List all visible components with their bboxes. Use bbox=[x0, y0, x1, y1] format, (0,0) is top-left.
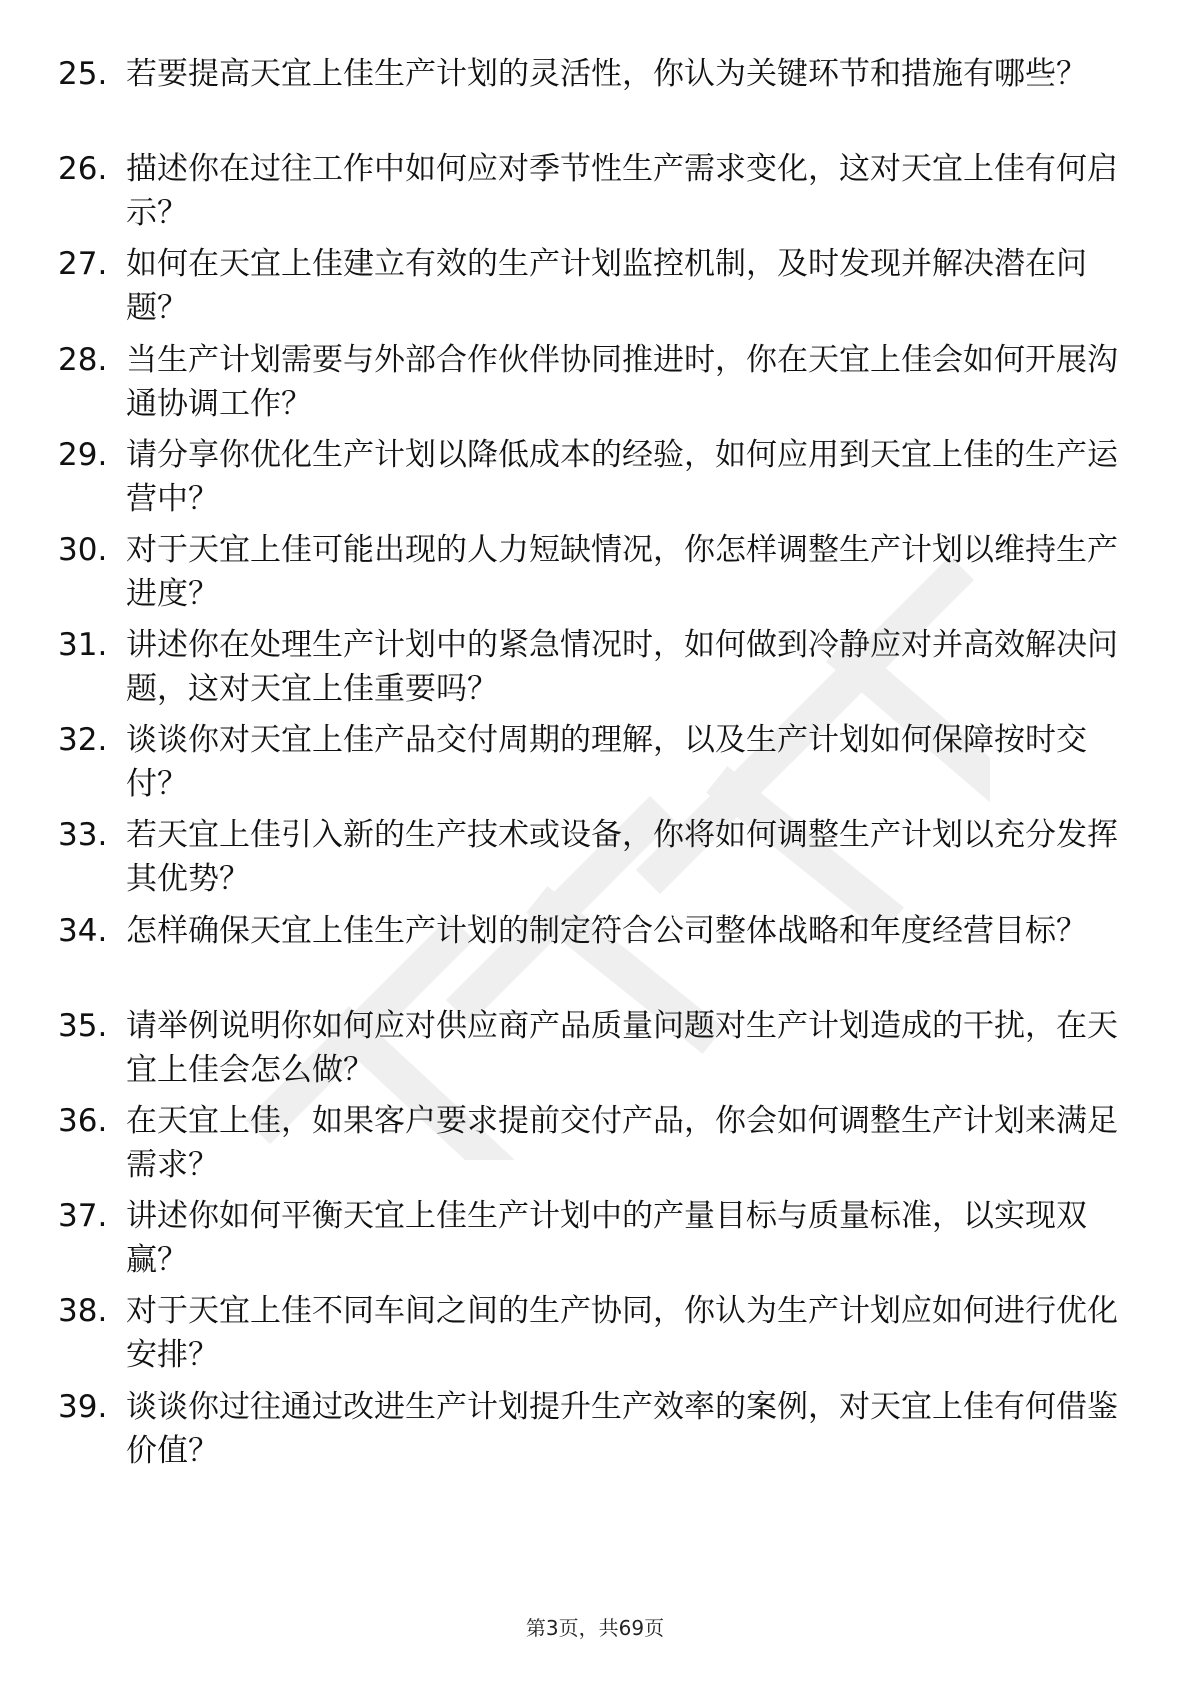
question-text: 如何在天宜上佳建立有效的生产计划监控机制，及时发现并解决潜在问题？ bbox=[126, 246, 1087, 326]
question-number: 31. bbox=[58, 627, 108, 663]
question-item bbox=[0, 242, 1190, 342]
question-text: 谈谈你过往通过改进生产计划提升生产效率的案例，对天宜上佳有何借鉴价值？ bbox=[126, 1389, 1118, 1469]
question-text: 谈谈你对天宜上佳产品交付周期的理解，以及生产计划如何保障按时交付？ bbox=[126, 722, 1087, 802]
question-item bbox=[0, 338, 1190, 438]
question-text: 对于天宜上佳不同车间之间的生产协同，你认为生产计划应如何进行优化安排？ bbox=[126, 1293, 1118, 1373]
question-number: 34. bbox=[58, 913, 108, 949]
question-text: 对于天宜上佳可能出现的人力短缺情况，你怎样调整生产计划以维持生产进度？ bbox=[126, 532, 1118, 612]
question-number: 38. bbox=[58, 1293, 108, 1329]
question-number: 27. bbox=[58, 246, 108, 282]
question-number: 32. bbox=[58, 722, 108, 758]
question-number: 33. bbox=[58, 817, 108, 853]
question-number: 29. bbox=[58, 437, 108, 473]
question-text: 若要提高天宜上佳生产计划的灵活性，你认为关键环节和措施有哪些？ bbox=[126, 56, 1087, 92]
question-item bbox=[0, 909, 1190, 1009]
question-text: 在天宜上佳，如果客户要求提前交付产品，你会如何调整生产计划来满足需求？ bbox=[126, 1103, 1118, 1183]
question-item bbox=[0, 52, 1190, 152]
question-number: 36. bbox=[58, 1103, 108, 1139]
question-item bbox=[0, 623, 1190, 723]
question-number: 35. bbox=[58, 1008, 108, 1044]
question-item bbox=[0, 528, 1190, 628]
question-item bbox=[0, 147, 1190, 247]
question-number: 39. bbox=[58, 1389, 108, 1425]
page-footer: 第3页，共69页 bbox=[525, 1616, 665, 1640]
question-text: 怎样确保天宜上佳生产计划的制定符合公司整体战略和年度经营目标？ bbox=[126, 913, 1087, 949]
question-number: 25. bbox=[58, 56, 108, 92]
question-item bbox=[0, 1289, 1190, 1389]
question-number: 37. bbox=[58, 1198, 108, 1234]
question-number: 30. bbox=[58, 532, 108, 568]
question-item bbox=[0, 1099, 1190, 1199]
question-item bbox=[0, 433, 1190, 533]
question-text: 请分享你优化生产计划以降低成本的经验，如何应用到天宜上佳的生产运营中？ bbox=[126, 437, 1118, 517]
question-item bbox=[0, 718, 1190, 818]
question-item bbox=[0, 1004, 1190, 1104]
question-text: 讲述你如何平衡天宜上佳生产计划中的产量目标与质量标准，以实现双赢？ bbox=[126, 1198, 1087, 1278]
question-number: 28. bbox=[58, 342, 108, 378]
question-item bbox=[0, 1194, 1190, 1294]
question-text: 若天宜上佳引入新的生产技术或设备，你将如何调整生产计划以充分发挥其优势？ bbox=[126, 817, 1118, 897]
question-text: 当生产计划需要与外部合作伙伴协同推进时，你在天宜上佳会如何开展沟通协调工作？ bbox=[126, 342, 1118, 422]
question-text: 请举例说明你如何应对供应商产品质量问题对生产计划造成的干扰，在天宜上佳会怎么做？ bbox=[126, 1008, 1118, 1088]
question-text: 描述你在过往工作中如何应对季节性生产需求变化，这对天宜上佳有何启示？ bbox=[126, 151, 1118, 231]
question-text: 讲述你在处理生产计划中的紧急情况时，如何做到冷静应对并高效解决问题，这对天宜上佳重要吗？ bbox=[126, 627, 1118, 707]
question-number: 26. bbox=[58, 151, 108, 187]
question-item bbox=[0, 813, 1190, 913]
question-item bbox=[0, 1385, 1190, 1485]
